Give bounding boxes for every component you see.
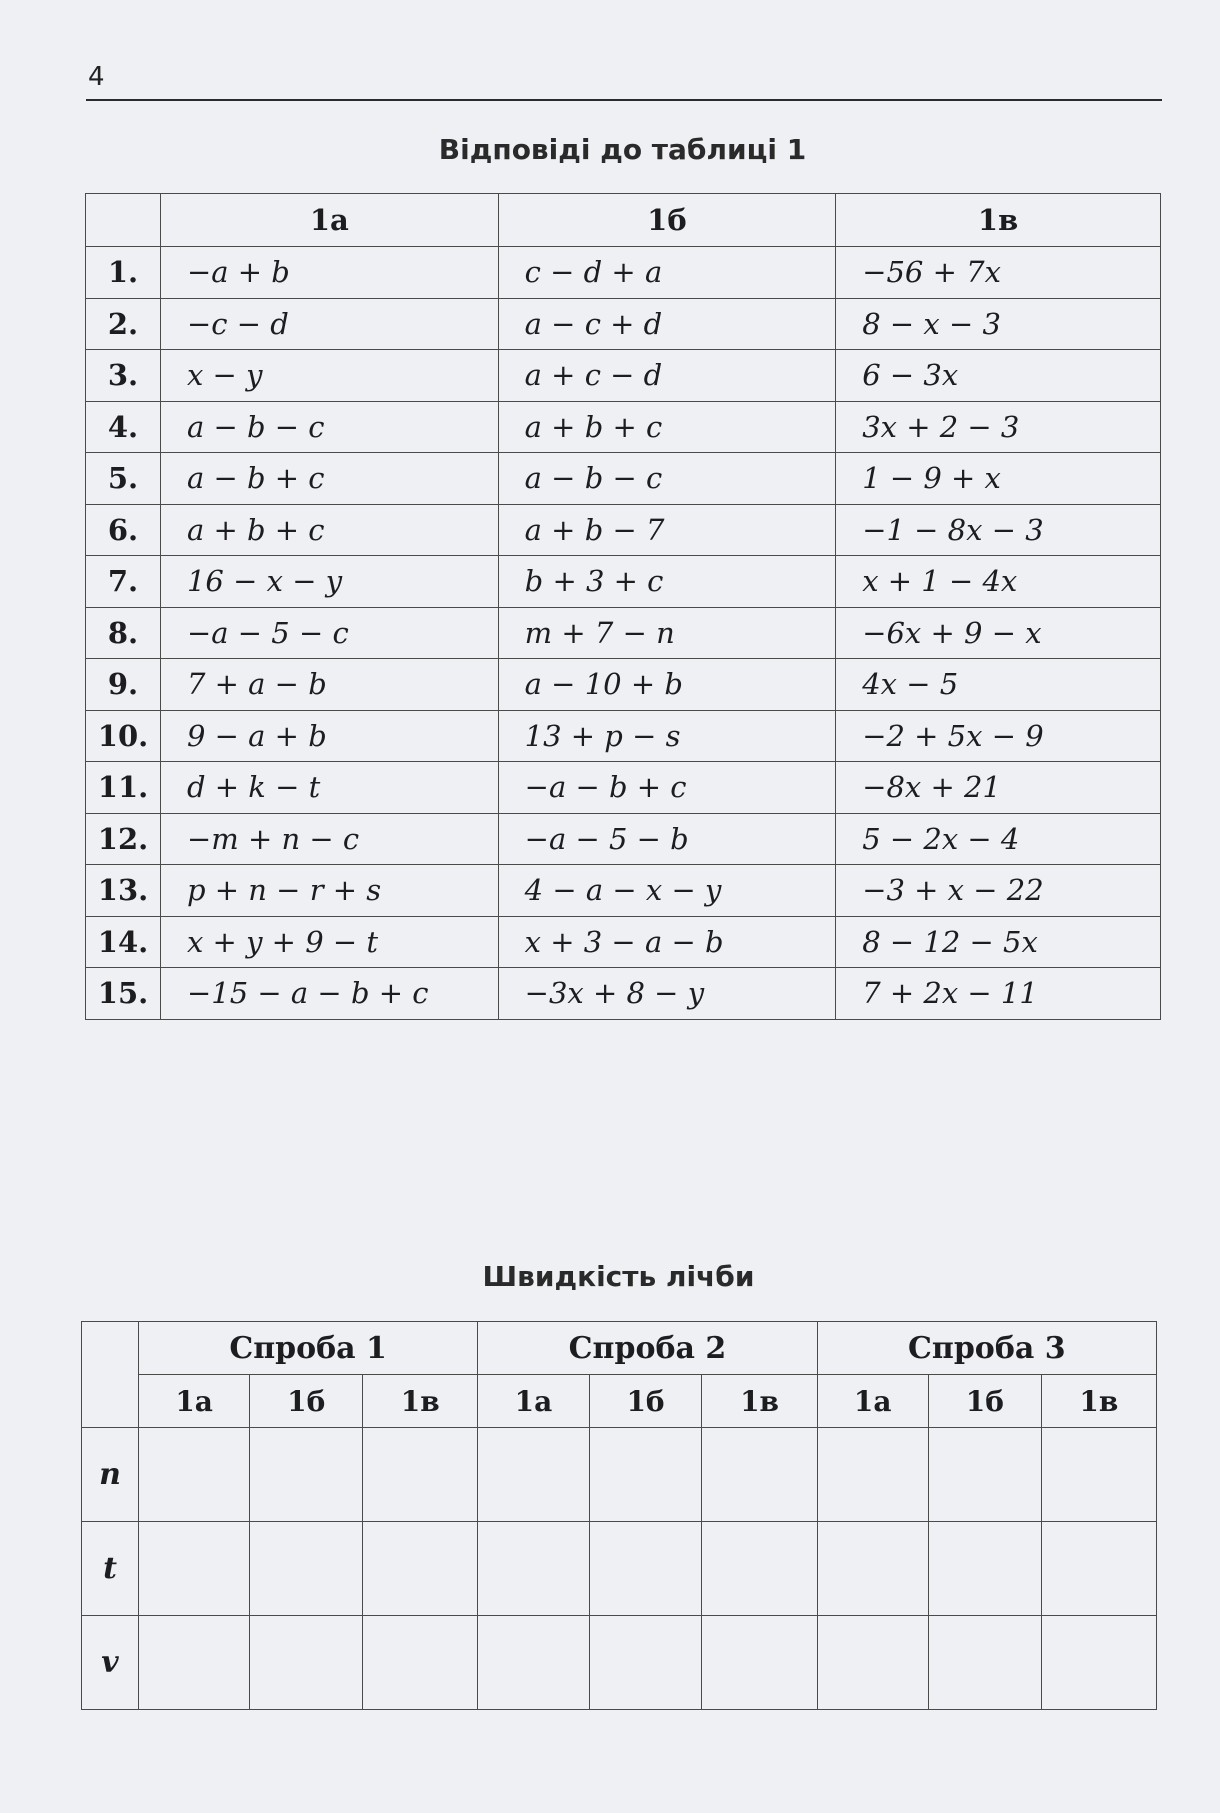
answer-row-number: 7. [86, 556, 161, 608]
answer-cell: 9 − a + b [160, 710, 498, 762]
answer-cell: x − y [160, 350, 498, 402]
answer-cell: a + c − d [498, 350, 836, 402]
answers-header-row [86, 194, 1161, 247]
answer-cell: −8x + 21 [836, 762, 1161, 814]
answers-body [86, 247, 1161, 1020]
speed-row-label: n [82, 1428, 139, 1522]
answer-cell: m + 7 − n [498, 607, 836, 659]
speed-empty-cell [702, 1428, 817, 1522]
speed-empty-cell [250, 1616, 363, 1710]
speed-body [82, 1428, 1157, 1710]
answer-row [86, 865, 1161, 917]
speed-empty-cell [589, 1616, 702, 1710]
answer-row [86, 453, 1161, 505]
answer-cell: 8 − 12 − 5x [836, 916, 1161, 968]
answer-cell: 4 − a − x − y [498, 865, 836, 917]
answer-cell: −3 + x − 22 [836, 865, 1161, 917]
answer-cell: p + n − r + s [160, 865, 498, 917]
attempt-2-subcolumn: 1а [478, 1375, 589, 1428]
speed-row [82, 1522, 1157, 1616]
speed-row-label: v [82, 1616, 139, 1710]
answers-table-title: Відповіді до таблиці 1 [438, 133, 807, 166]
speed-empty-cell [589, 1428, 702, 1522]
answer-cell: −56 + 7x [836, 247, 1161, 299]
speed-empty-cell [702, 1522, 817, 1616]
answer-row [86, 247, 1161, 299]
answer-cell: a − b − c [498, 453, 836, 505]
answer-row-number: 1. [86, 247, 161, 299]
speed-empty-cell [928, 1428, 1041, 1522]
speed-empty-cell [363, 1616, 478, 1710]
attempt-3-header: Спроба 3 [817, 1322, 1156, 1375]
speed-empty-cell [139, 1616, 250, 1710]
speed-empty-cell [928, 1616, 1041, 1710]
answer-cell: a − 10 + b [498, 659, 836, 711]
attempt-3-subcolumn: 1в [1041, 1375, 1156, 1428]
answer-row [86, 350, 1161, 402]
header-rule [86, 99, 1162, 101]
answer-cell: 7 + a − b [160, 659, 498, 711]
answer-row-number: 5. [86, 453, 161, 505]
speed-row-label: t [82, 1522, 139, 1616]
answer-cell: −15 − a − b + c [160, 968, 498, 1020]
answer-row-number: 15. [86, 968, 161, 1020]
answer-cell: 3x + 2 − 3 [836, 401, 1161, 453]
attempt-2-header: Спроба 2 [478, 1322, 817, 1375]
attempt-1-subcolumn: 1б [250, 1375, 363, 1428]
speed-empty-cell [250, 1522, 363, 1616]
answer-cell: 16 − x − y [160, 556, 498, 608]
attempt-1-subcolumn: 1а [139, 1375, 250, 1428]
answer-cell: x + 1 − 4x [836, 556, 1161, 608]
speed-empty-cell [928, 1522, 1041, 1616]
answer-cell: a − b − c [160, 401, 498, 453]
speed-empty-cell [1041, 1428, 1156, 1522]
speed-empty-cell [478, 1616, 589, 1710]
answer-cell: a + b + c [160, 504, 498, 556]
answer-row-number: 9. [86, 659, 161, 711]
answer-row [86, 968, 1161, 1020]
answer-cell: d + k − t [160, 762, 498, 814]
speed-empty-cell [139, 1522, 250, 1616]
answer-cell: 4x − 5 [836, 659, 1161, 711]
answer-cell: −a + b [160, 247, 498, 299]
speed-table-title: Швидкість лічби [482, 1260, 755, 1293]
answer-cell: −m + n − c [160, 813, 498, 865]
answer-cell: a − c + d [498, 298, 836, 350]
answer-cell: 13 + p − s [498, 710, 836, 762]
speed-empty-cell [478, 1522, 589, 1616]
answer-row-number: 8. [86, 607, 161, 659]
answer-cell: c − d + a [498, 247, 836, 299]
answer-cell: a − b + c [160, 453, 498, 505]
answer-cell: −a − b + c [498, 762, 836, 814]
attempt-1-subcolumn: 1в [363, 1375, 478, 1428]
attempt-3-subcolumn: 1б [928, 1375, 1041, 1428]
speed-empty-cell [1041, 1616, 1156, 1710]
speed-empty-cell [139, 1428, 250, 1522]
attempt-3-subcolumn: 1а [817, 1375, 928, 1428]
answers-table [85, 193, 1161, 1020]
answers-header-1a: 1а [160, 194, 498, 247]
answer-cell: 5 − 2x − 4 [836, 813, 1161, 865]
speed-empty-cell [817, 1428, 928, 1522]
answer-row [86, 401, 1161, 453]
speed-empty-cell [363, 1522, 478, 1616]
speed-empty-cell [1041, 1522, 1156, 1616]
answer-row-number: 14. [86, 916, 161, 968]
speed-empty-cell [478, 1428, 589, 1522]
speed-header-corner [82, 1322, 139, 1428]
answer-cell: −a − 5 − c [160, 607, 498, 659]
attempt-2-subcolumn: 1в [702, 1375, 817, 1428]
answer-cell: a + b + c [498, 401, 836, 453]
speed-subcolumns-row [82, 1375, 1157, 1428]
answers-header-1v: 1в [836, 194, 1161, 247]
answer-cell: −3x + 8 − y [498, 968, 836, 1020]
answer-cell: a + b − 7 [498, 504, 836, 556]
attempt-1-header: Спроба 1 [139, 1322, 478, 1375]
speed-empty-cell [363, 1428, 478, 1522]
answer-cell: 7 + 2x − 11 [836, 968, 1161, 1020]
speed-attempts-row [82, 1322, 1157, 1375]
answer-cell: −2 + 5x − 9 [836, 710, 1161, 762]
answer-row [86, 659, 1161, 711]
speed-row [82, 1616, 1157, 1710]
answer-cell: −c − d [160, 298, 498, 350]
answer-row [86, 916, 1161, 968]
answer-cell: 6 − 3x [836, 350, 1161, 402]
speed-empty-cell [817, 1522, 928, 1616]
answer-cell: x + y + 9 − t [160, 916, 498, 968]
answer-row [86, 504, 1161, 556]
speed-table [81, 1321, 1157, 1710]
answer-row [86, 556, 1161, 608]
answer-row-number: 2. [86, 298, 161, 350]
speed-empty-cell [589, 1522, 702, 1616]
speed-empty-cell [250, 1428, 363, 1522]
answer-cell: 8 − x − 3 [836, 298, 1161, 350]
answer-row-number: 11. [86, 762, 161, 814]
answers-header-corner [86, 194, 161, 247]
answer-cell: −1 − 8x − 3 [836, 504, 1161, 556]
speed-row [82, 1428, 1157, 1522]
answers-header-1b: 1б [498, 194, 836, 247]
answer-row [86, 762, 1161, 814]
answer-row-number: 3. [86, 350, 161, 402]
answer-cell: b + 3 + c [498, 556, 836, 608]
answer-row [86, 298, 1161, 350]
answer-row [86, 607, 1161, 659]
answer-cell: −a − 5 − b [498, 813, 836, 865]
answer-row-number: 10. [86, 710, 161, 762]
answer-cell: −6x + 9 − x [836, 607, 1161, 659]
answer-row [86, 813, 1161, 865]
speed-empty-cell [817, 1616, 928, 1710]
page-number: 4 [88, 62, 105, 92]
answer-row-number: 12. [86, 813, 161, 865]
speed-empty-cell [702, 1616, 817, 1710]
answer-row [86, 710, 1161, 762]
attempt-2-subcolumn: 1б [589, 1375, 702, 1428]
answer-row-number: 6. [86, 504, 161, 556]
answer-cell: 1 − 9 + x [836, 453, 1161, 505]
answer-row-number: 13. [86, 865, 161, 917]
answer-row-number: 4. [86, 401, 161, 453]
answer-cell: x + 3 − a − b [498, 916, 836, 968]
